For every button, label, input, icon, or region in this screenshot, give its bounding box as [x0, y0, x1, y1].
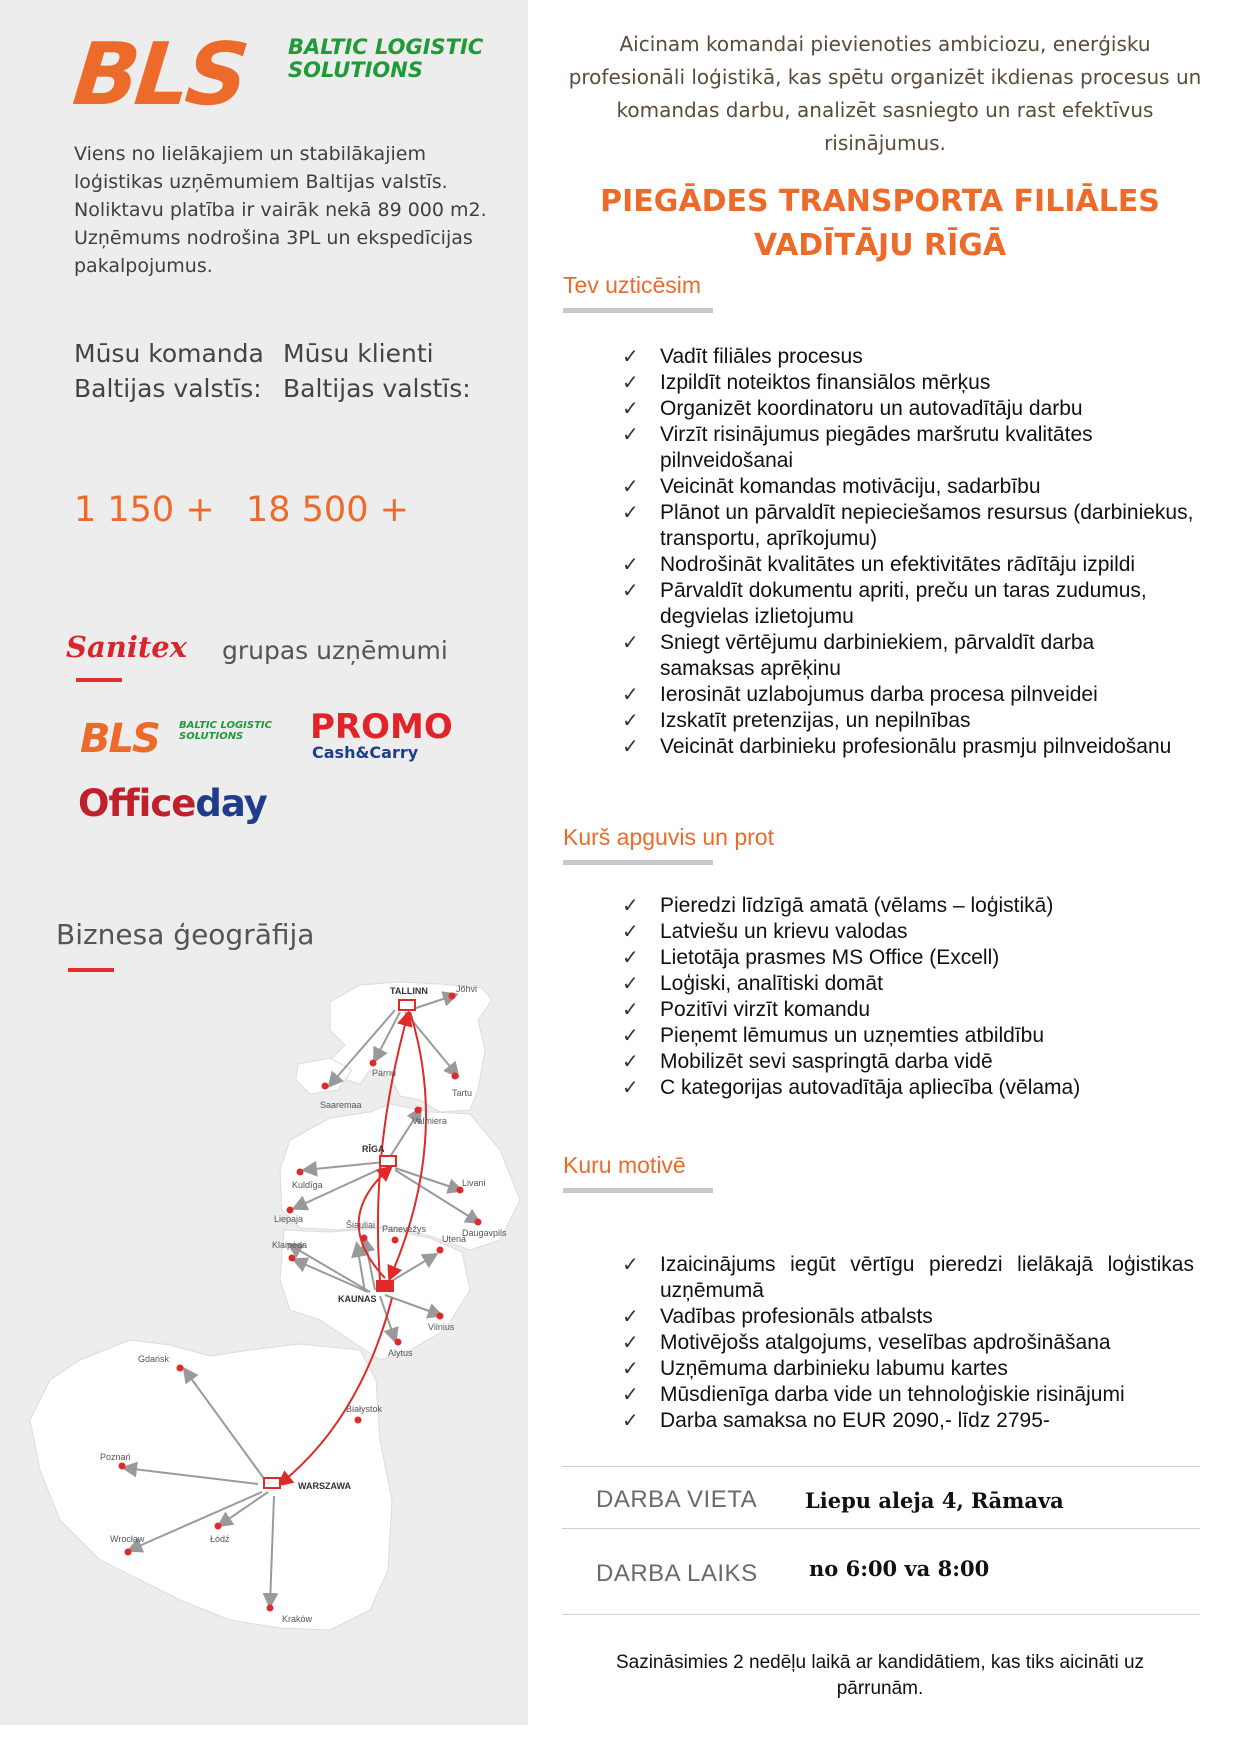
- list-item: ✓ Uzņēmuma darbinieku labumu kartes: [622, 1357, 1008, 1380]
- list-item: ✓ Organizēt koordinatoru un autovadītāju darbu: [622, 397, 1083, 420]
- list-item: ✓ Pieredzi līdzīgā amatā (vēlams – loģistikā): [622, 894, 1054, 917]
- work-time-label: DARBA LAIKS: [596, 1560, 758, 1587]
- list-item: ✓ Pieņemt lēmumus un uzņemties atbildību: [622, 1024, 1045, 1047]
- checkmark-icon: ✓: [622, 580, 639, 602]
- city-label: Saaremaa: [320, 1100, 362, 1110]
- city-label: Kraków: [282, 1614, 313, 1624]
- city-label: Jõhvi: [456, 984, 478, 994]
- divider: [562, 1614, 1200, 1615]
- checkmark-icon: ✓: [622, 1077, 639, 1099]
- checkmark-icon: ✓: [622, 1306, 639, 1328]
- city-label: WARSZAWA: [298, 1481, 351, 1491]
- checkmark-icon: ✓: [622, 1254, 639, 1276]
- contact-note: Sazināsimies 2 nedēļu laikā ar kandidātiem, kas tiks aicināti uz pārrunām.: [615, 1652, 1145, 1699]
- checkmark-icon: ✓: [622, 895, 639, 917]
- stat-clients-label: Mūsu klienti Baltijas valstīs:: [283, 339, 471, 403]
- work-place-value: Liepu aleja 4, Rāmava: [805, 1488, 1064, 1513]
- list-item: ✓ C kategorijas autovadītāja apliecība (vēlama): [622, 1076, 1081, 1099]
- group-label: grupas uzņēmumi: [222, 636, 448, 665]
- city-label: Wrocław: [110, 1534, 145, 1544]
- skills-list: [622, 893, 1194, 1101]
- checkmark-icon: ✓: [622, 554, 639, 576]
- city-label: Klaipėda: [272, 1240, 308, 1250]
- checkmark-icon: ✓: [622, 947, 639, 969]
- list-item: ✓ Vadības profesionāls atbalsts: [622, 1305, 933, 1328]
- list-item: ✓ Virzīt risinājumus piegādes maršrutu kvalitātes pilnveidošanai: [622, 423, 1093, 472]
- city-label: Alytus: [388, 1348, 413, 1358]
- section-title-motivation: Kuru motivē: [563, 1152, 686, 1178]
- section-underline: [563, 860, 713, 865]
- geography-title: Biznesa ģeogrāfija: [56, 918, 315, 951]
- checkmark-icon: ✓: [622, 1358, 639, 1380]
- checkmark-icon: ✓: [622, 973, 639, 995]
- city-label: Białystok: [346, 1404, 383, 1414]
- checkmark-icon: ✓: [622, 1332, 639, 1354]
- list-item: ✓ Vadīt filiāles procesus: [622, 345, 863, 368]
- list-item: ✓ Mobilizēt sevi saspringtā darba vidē: [622, 1050, 993, 1073]
- city-label: Łódź: [210, 1534, 230, 1544]
- checkmark-icon: ✓: [622, 424, 639, 446]
- company-intro: [74, 140, 494, 280]
- list-item: ✓ Loģiski, analītiski domāt: [622, 972, 883, 995]
- list-item: ✓ Veicināt komandas motivāciju, sadarbību: [622, 475, 1041, 498]
- intro-line: Noliktavu platība ir vairāk nekā 89 000 m2.: [74, 199, 487, 221]
- invitation-text: Aicinam komandai pievienoties ambiciozu, enerģisku profesionāli loģistikā, kas spētu organizēt ikdienas procesus un komandas darbu, analizēt sasniegto un rast efektīvus risinājumus.: [568, 32, 1202, 155]
- list-item: ✓ Izaicinājums iegūt vērtīgu pieredzi lielākajā loģistikas uzņēmumā: [622, 1253, 1194, 1302]
- checkmark-icon: ✓: [622, 632, 639, 654]
- checkmark-icon: ✓: [622, 1025, 639, 1047]
- work-time-value: no 6:00 va 8:00: [809, 1556, 990, 1581]
- city-label: TALLINN: [390, 986, 428, 996]
- intro-line: Viens no lielākajiem un stabilākajiem: [74, 143, 426, 165]
- section-title-skills: Kurš apguvis un prot: [563, 824, 774, 850]
- bls-logo-subtitle: BALTIC LOGISTIC SOLUTIONS: [288, 35, 484, 82]
- divider: [76, 678, 122, 682]
- list-item: ✓ Ierosināt uzlabojumus darba procesa pilnveidei: [622, 683, 1098, 706]
- checkmark-icon: ✓: [622, 346, 639, 368]
- list-item: ✓ Izskatīt pretenzijas, un nepilnības: [622, 709, 971, 732]
- trust-list: [622, 344, 1194, 760]
- city-label: Liepaja: [274, 1214, 304, 1224]
- section-title-trust: Tev uzticēsim: [563, 272, 702, 298]
- job-title: PIEGĀDES TRANSPORTA FILIĀLES VADĪTĀJU RĪGĀ: [600, 184, 1160, 263]
- motivation-list: [622, 1252, 1194, 1434]
- intro-line: pakalpojumus.: [74, 255, 213, 277]
- list-item: ✓ Veicināt darbinieku profesionālu prasmju pilnveidošanu: [622, 735, 1172, 758]
- sanitex-logo: Sanitex: [66, 630, 187, 664]
- bls-small-logo: BLS: [80, 716, 159, 762]
- cash-and-carry-label: Cash&Carry: [312, 743, 419, 762]
- list-item: ✓ Latviešu un krievu valodas: [622, 920, 908, 943]
- city-label: Tartu: [452, 1088, 473, 1098]
- checkmark-icon: ✓: [622, 921, 639, 943]
- list-item: ✓ Plānot un pārvaldīt nepieciešamos resursus (darbiniekus, transportu, aprīkojumu): [622, 501, 1194, 550]
- city-label: Šiauliai: [346, 1220, 376, 1230]
- checkmark-icon: ✓: [622, 1384, 639, 1406]
- list-item: ✓ Lietotāja prasmes MS Office (Excell): [622, 946, 1000, 969]
- list-item: ✓ Darba samaksa no EUR 2090,- līdz 2795-: [622, 1409, 1050, 1432]
- section-underline: [563, 1188, 713, 1193]
- city-label: Gdańsk: [138, 1354, 170, 1364]
- bls-small-logo-subtitle: BALTIC LOGISTIC SOLUTIONS: [179, 720, 272, 742]
- list-item: ✓ Izpildīt noteiktos finansiālos mērķus: [622, 371, 991, 394]
- checkmark-icon: ✓: [622, 736, 639, 758]
- city-label: Daugavpils: [462, 1228, 507, 1238]
- list-item: ✓ Nodrošināt kvalitātes un efektivitātes rādītāju izpildi: [622, 553, 1136, 576]
- intro-line: loģistikas uzņēmumiem Baltijas valstīs.: [74, 171, 448, 193]
- city-label: Valmiera: [412, 1116, 447, 1126]
- list-item: ✓ Pozitīvi virzīt komandu: [622, 998, 871, 1021]
- list-item: ✓ Motivējošs atalgojums, veselības apdrošināšana: [622, 1331, 1111, 1354]
- checkmark-icon: ✓: [622, 1410, 639, 1432]
- list-item: ✓ Pārvaldīt dokumentu apriti, preču un taras zudumus, degvielas izlietojumu: [622, 579, 1147, 628]
- city-label: Livani: [462, 1178, 486, 1188]
- city-label: Utena: [442, 1234, 467, 1244]
- checkmark-icon: ✓: [622, 1051, 639, 1073]
- city-label: Panevėžys: [382, 1224, 427, 1234]
- list-item: ✓ Sniegt vērtējumu darbiniekiem, pārvaldīt darba samaksas aprēķinu: [622, 631, 1095, 680]
- checkmark-icon: ✓: [622, 999, 639, 1021]
- list-item: ✓ Mūsdienīga darba vide un tehnoloģiskie risinājumi: [622, 1383, 1125, 1406]
- bls-logo: BLS: [68, 25, 250, 125]
- checkmark-icon: ✓: [622, 502, 639, 524]
- divider: [562, 1466, 1200, 1467]
- checkmark-icon: ✓: [622, 710, 639, 732]
- checkmark-icon: ✓: [622, 476, 639, 498]
- city-label: Pärnu: [372, 1068, 397, 1078]
- checkmark-icon: ✓: [622, 684, 639, 706]
- officeday-logo: Officeday: [78, 782, 267, 825]
- divider: [562, 1528, 1200, 1529]
- intro-line: Uzņēmums nodrošina 3PL un ekspedīcijas: [74, 227, 473, 249]
- city-label: RĪGA: [362, 1144, 385, 1154]
- city-label: Poznań: [100, 1452, 131, 1462]
- business-geography-map: [0, 960, 528, 1640]
- city-label: KAUNAS: [338, 1294, 377, 1304]
- work-place-label: DARBA VIETA: [596, 1486, 758, 1513]
- city-label: Kuldīga: [292, 1180, 323, 1190]
- section-underline: [563, 308, 713, 313]
- city-label: Vilnius: [428, 1322, 455, 1332]
- stat-team-label: Mūsu komanda Baltijas valstīs:: [74, 339, 264, 403]
- stat-clients-value: 18 500 +: [246, 490, 409, 530]
- stat-team-value: 1 150 +: [74, 490, 215, 530]
- checkmark-icon: ✓: [622, 398, 639, 420]
- checkmark-icon: ✓: [622, 372, 639, 394]
- promo-logo: PROMO: [310, 707, 453, 747]
